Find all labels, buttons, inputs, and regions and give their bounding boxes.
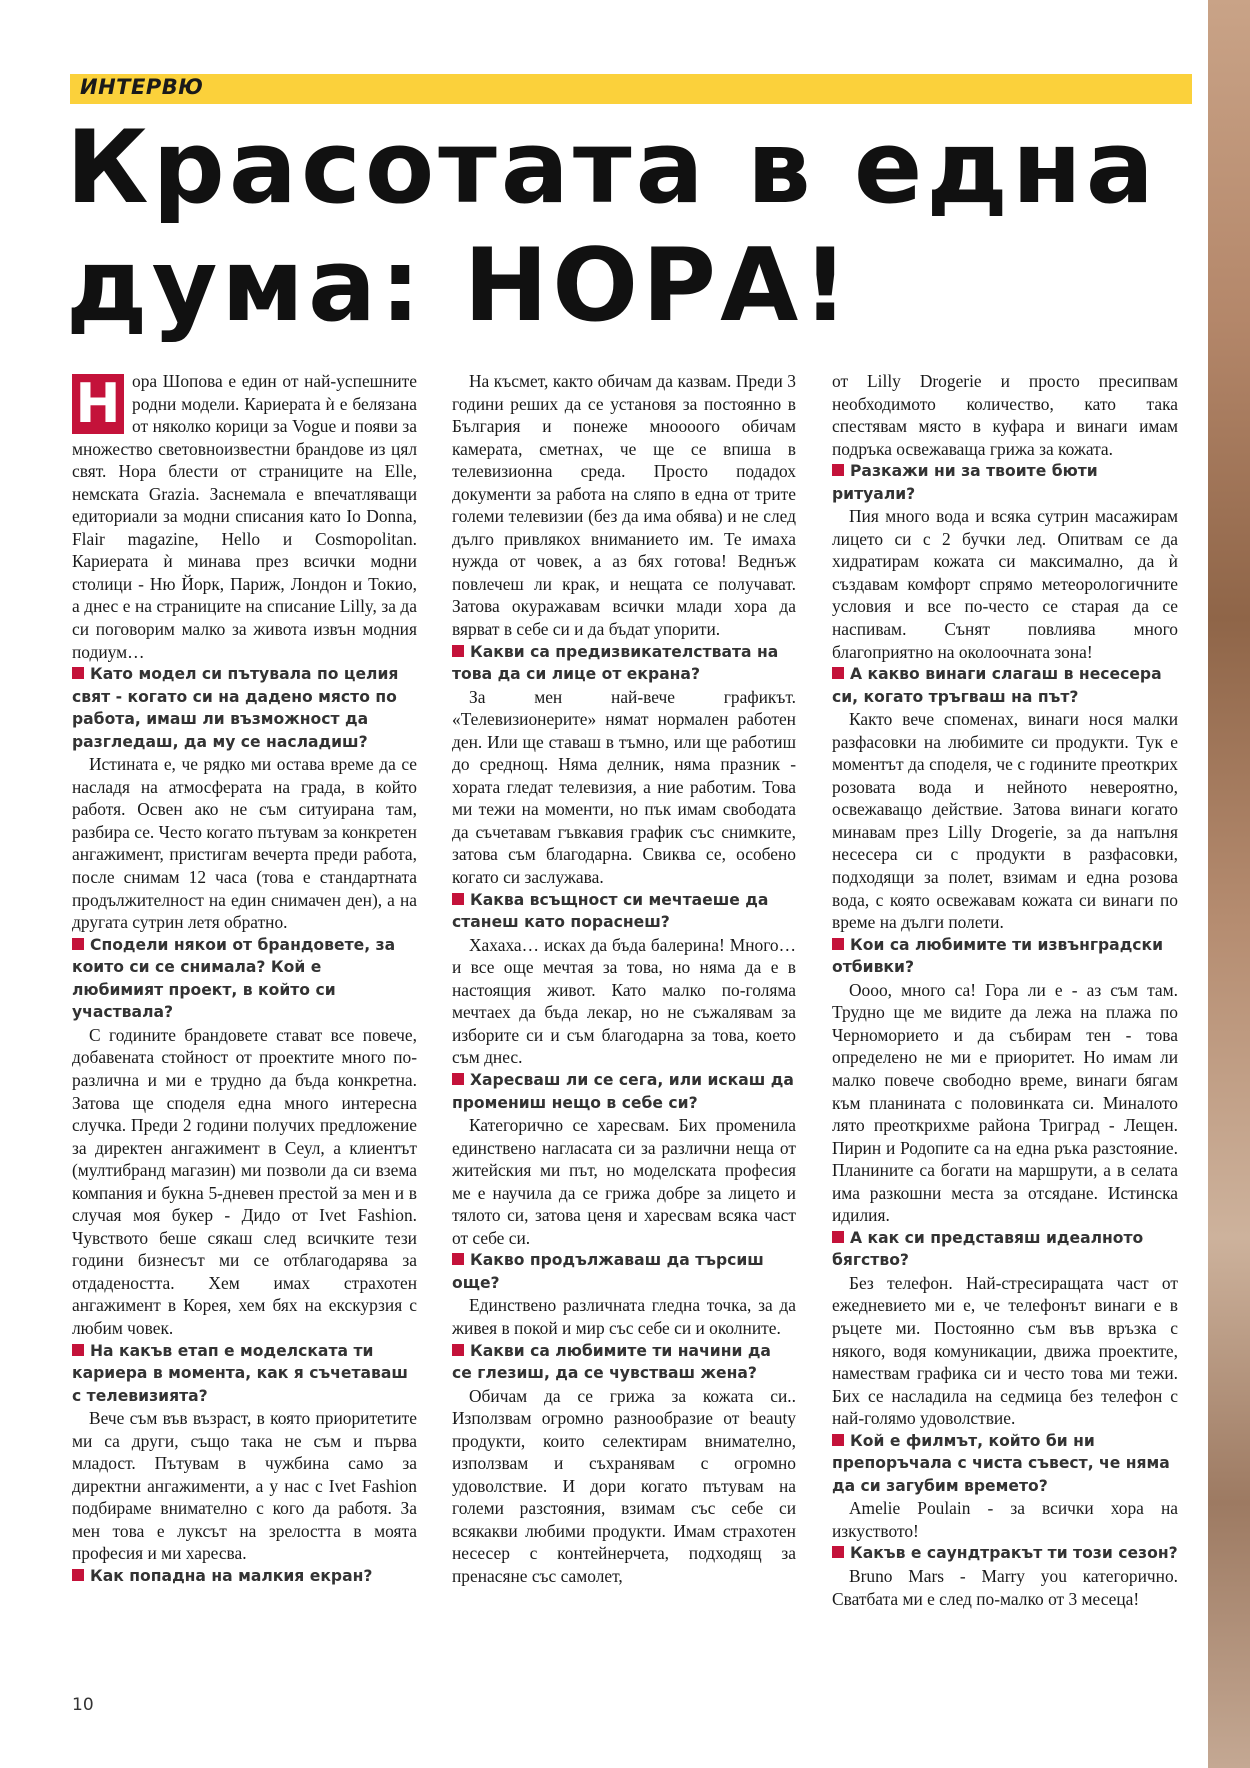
answer-paragraph (452, 1114, 796, 1249)
question-text: Какво продължаваш да търсиш още? (452, 1251, 764, 1292)
answer-paragraph (832, 708, 1178, 933)
headline (66, 108, 1206, 344)
paragraph-text: от Lilly Drogerie и просто пресипвам необходимото количество, като така спестявам място в куфара и винаги имам подръка освежаваща грижа за кожата. (832, 371, 1178, 459)
question-text: Сподели някои от брандовете, за които си се снимала? Кой е любимият проект, в който си участвала? (72, 935, 396, 1022)
question-marker-icon (72, 667, 84, 679)
interview-question (452, 1340, 796, 1385)
interview-question (832, 1430, 1178, 1498)
paragraph-text: Вече съм във възраст, в която приоритетите ми са други, също така не съм и първа младост. Пътувам в чужбина само за директни ангажименти, а у нас с Ivet Fashion подбираме внимателно с кого да работя. За мен това е луксът на зрелостта в моята професия и ми харесва. (72, 1408, 417, 1564)
question-marker-icon (452, 645, 464, 657)
question-marker-icon (452, 1073, 464, 1085)
paragraph-text: Хахаха… исках да бъда балерина! Много… и все още мечтая за това, но няма да е в настоящия живот. Като малко по-голяма мечтаех да бъда лекар, но не съжалявам за изборите си и съм благодарна за това, което съм днес. (452, 934, 796, 1068)
section-bar (70, 74, 1192, 104)
headline-line-1: Красотата в една (66, 108, 1158, 226)
question-marker-icon (452, 1344, 464, 1356)
question-marker-icon (832, 1434, 844, 1446)
interview-question (72, 934, 417, 1024)
answer-paragraph (832, 979, 1178, 1227)
paragraph-text: Категорично се харесвам. Бих променила единствено нагласата си за различни неща от житейския ми път, но моделската професия ме е научила да се грижа добре за лицето и тялото си, затова ценя и харесвам всяка част от себе си. (452, 1115, 796, 1248)
interview-question (72, 663, 417, 753)
paragraph-text: Оооо, много са! Гора ли е - аз съм там. Трудно ще ме видите да лежа на плажа по Черноморието и да събирам тен - това определено не ми е приоритет. Но имам ли малко повече свободно време, винаги бягам към планината с половинката си. Миналото лято преоткрихме района Триград - Лещен. Пирин и Родопите са на една ръка разстояние. Планините са богати на маршрути, а в селата има разкошни места за отсядане. Истинска идилия. (832, 979, 1178, 1226)
interview-question (832, 934, 1178, 979)
paragraph-text: Без телефон. Най-стресиращата част от ежедневието ми е, че телефонът винаги е в ръцете ми. Постоянно съм във връзка с някого, водя комуникации, движа проектите, намествам графика си и често това ми тежи. Бих се насладила на седмица без телефон с най-голямо удоволствие. (832, 1272, 1178, 1429)
cover-photo-edge (1208, 0, 1250, 1768)
interview-question (832, 1227, 1178, 1272)
question-text: Какъв е саундтракът ти този сезон? (850, 1544, 1178, 1563)
question-marker-icon (832, 1546, 844, 1558)
answer-paragraph (72, 1407, 417, 1565)
paragraph-text: Bruno Mars - Marry you категорично. Сватбата ми е след по-малко от 3 месеца! (832, 1565, 1178, 1609)
question-marker-icon (452, 893, 464, 905)
paragraph-text: Както вече споменах, винаги нося малки разфасовки на любимите си продукти. Тук е моментът да споделя, че с годините преоткрих розовата вода и нейното невероятно, освежаващо действие. Затова винаги когато минавам през Lilly Drogerie, за да напълня несесера си с продукти в разфасовки, подходящи за полет, взимам и една розова вода, с която освежавам кожата си винаги по време на дълги полети. (832, 709, 1178, 933)
question-marker-icon (72, 1569, 84, 1581)
question-marker-icon (452, 1253, 464, 1265)
question-text: Харесваш ли се сега, или искаш да промениш нещо в себе си? (452, 1070, 794, 1112)
answer-paragraph (452, 686, 796, 889)
article-column-3 (832, 370, 1178, 1610)
answer-paragraph (72, 753, 417, 933)
answer-paragraph (832, 1272, 1178, 1430)
answer-paragraph (452, 1385, 796, 1588)
question-marker-icon (832, 667, 844, 679)
question-text: Какви са любимите ти начини да се глезиш, да се чувстваш жена? (452, 1341, 771, 1383)
headline-line-2: дума: НОРА! (66, 226, 853, 344)
interview-question (452, 1069, 796, 1114)
interview-question (452, 889, 796, 934)
article-column-2 (452, 370, 796, 1588)
answer-paragraph (832, 1565, 1178, 1610)
answer-paragraph (452, 934, 796, 1069)
question-marker-icon (832, 1231, 844, 1243)
question-text: Кой е филмът, който би ни препоръчала с чиста съвест, че няма да си загубим времето? (832, 1431, 1170, 1495)
question-text: Как попадна на малкия екран? (90, 1566, 373, 1585)
intro-paragraph (72, 370, 417, 663)
question-text: Кои са любимите ти извънградски отбивки? (832, 935, 1164, 977)
answer-paragraph (832, 1497, 1178, 1542)
answer-paragraph (72, 1024, 417, 1340)
answer-paragraph (832, 370, 1178, 460)
question-marker-icon (832, 938, 844, 950)
question-marker-icon (832, 464, 844, 476)
paragraph-text: Пия много вода и всяка сутрин масажирам лицето си с 2 бучки лед. Опитвам се да хидратирам кожата си максимално, да ѝ създавам комфорт спрямо метеорологичните условия и все по-често се старая да се наспивам. Сънят повлиява много благоприятно на околоочната зона! (832, 506, 1178, 662)
paragraph-text: Единствено различната гледна точка, за да живея в покой и мир със себе си и околните. (452, 1295, 796, 1338)
question-marker-icon (72, 1344, 84, 1356)
page-number: 10 (72, 1695, 94, 1715)
article-column-1 (72, 370, 417, 1588)
interview-question (832, 460, 1178, 505)
drop-cap: Н (72, 374, 124, 434)
answer-paragraph (452, 370, 796, 641)
interview-question (72, 1565, 417, 1588)
interview-question (72, 1340, 417, 1408)
question-text: Разкажи ни за твоите бюти ритуали? (832, 462, 1098, 503)
interview-question (452, 641, 796, 686)
question-text: Каква всъщност си мечтаеше да станеш като пораснеш? (452, 890, 769, 932)
paragraph-text: Amelie Poulain - за всички хора на изкуството! (832, 1498, 1178, 1541)
section-label: ИНТЕРВЮ (80, 75, 204, 99)
paragraph-text: На късмет, както обичам да казвам. Преди 3 години реших да се установя за постоянно в България и понеже мноооого обичам камерата, сметнах, че ще се впиша в телевизионна среда. Просто подадох документи за работа на сляпо в една от трите големи телевизии (без да има обява) и не след дълго привлякох вниманието им. Те имаха нужда от човек, а аз бях готова! Веднъж повлечеш ли крак, и нещата се получават. Затова окуражавам всички млади хора да вярват в себе си и да бъдат упорити. (452, 371, 796, 640)
question-text: Какви са предизвикателствата на това да си лице от екрана? (452, 642, 779, 684)
question-text: А как си представяш идеалното бягство? (832, 1228, 1144, 1270)
answer-paragraph (832, 505, 1178, 663)
question-text: Като модел си пътувала по целия свят - когато си на дадено място по работа, имаш ли възможност да разгледаш, да му се насладиш? (72, 665, 399, 751)
interview-question (452, 1249, 796, 1294)
question-text: На какъв етап е моделската ти кариера в момента, как я съчетаваш с телевизията? (72, 1341, 408, 1405)
question-marker-icon (72, 938, 84, 950)
paragraph-text: Обичам да се грижа за кожата си.. Използвам огромно разнообразие от beauty продукти, които селектирам внимателно, използвам и съхранявам с огромно удоволствие. И дори когато пътувам на големи разстояния, взимам със себе си всякакви любими продукти. Имам страхотен несесер с контейнерчета, подходящ за пренасяне със самолет, (452, 1385, 796, 1586)
paragraph-text: С годините брандовете стават все повече, добавената стойност от проектите много по-различна и ми е трудно да бъда конкретна. Затова ще споделя една много интересна случка. Преди 2 години получих предложение за директен ангажимент в Сеул, а клиентът (мултибранд магазин) ми позволи да си взема компания и букна 5-дневен престой за мен и в случая моя букер - Дидо от Ivet Fashion. Чувството беше сякаш след всичките тези години бизнесът ми се отблагодарява за отдадеността. Хем имах страхотен ангажимент в Корея, хем бях на екскурзия с любим човек. (72, 1024, 417, 1338)
answer-paragraph (452, 1294, 796, 1339)
interview-question (832, 1542, 1178, 1565)
interview-question (832, 663, 1178, 708)
paragraph-text: За мен най-вече графикът. «Телевизионерите» нямат нормален работен ден. Или ще ставаш в тъмно, или ще работиш до среднощ. Няма делник, няма празник - хората гледат телевизия, а ние работим. Това ми тежи на моменти, но пък имам свободата да съчетавам гъвкавия график със снимките, затова съм благодарна. Свиква се, особено когато си заслужава. (452, 686, 796, 888)
paragraph-text: ора Шопова е един от най-успешните родни модели. Кариерата ѝ е белязана от няколко корици за Vogue и появи за множество световноизвестни брандове из цял свят. Нора блести от страниците на Elle, немската Grazia. Заснемала е впечатляващи едиториали за модни списания като Io Donna, Flair magazine, Hello и Cosmopolitan. Кариерата ѝ минава през всички модни столици - Ню Йорк, Париж, Лондон и Токио, а днес е на страниците на списание Lilly, за да си поговорим малко за живота извън модния подиум… (72, 371, 417, 662)
question-text: А какво винаги слагаш в несесера си, когато тръгваш на път? (832, 665, 1162, 706)
paragraph-text: Истината е, че рядко ми остава време да се насладя на атмосферата на града, в който работя. Освен ако не съм ситуирана там, разбира се. Често когато пътувам за конкретен ангажимент, пристигам вечерта преди работа, после снимам 12 часа (това е стандартната продължителност на един снимачен ден), а на другата сутрин летя обратно. (72, 754, 417, 933)
